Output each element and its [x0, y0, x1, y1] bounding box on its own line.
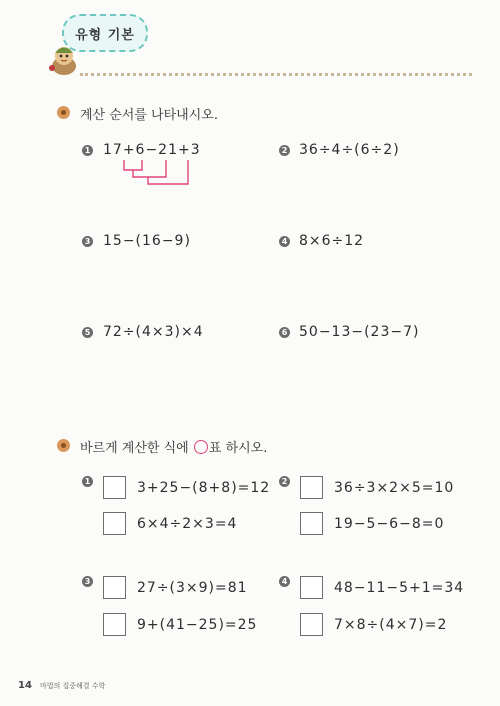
problem-number: 6	[279, 327, 290, 338]
equation-text: 7×8÷(4×7)=2	[334, 617, 448, 633]
equation-text: 9+(41−25)=25	[137, 617, 258, 633]
book-title: 마법의 집중해결 수학	[40, 682, 106, 690]
answer-checkbox[interactable]	[103, 576, 126, 599]
header-divider	[80, 73, 472, 76]
problem-number: 3	[82, 236, 93, 247]
circle-mark-icon	[194, 440, 208, 454]
section-icon	[57, 439, 70, 452]
answer-checkbox[interactable]	[300, 613, 323, 636]
problem-expression: 17+6−21+3	[103, 142, 201, 158]
problem-expression: 8×6÷12	[299, 233, 365, 249]
section-icon	[57, 106, 70, 119]
problem-number: 1	[82, 145, 93, 156]
problem-number: 5	[82, 327, 93, 338]
problem-number: 1	[82, 476, 93, 487]
equation-text: 36÷3×2×5=10	[334, 480, 455, 496]
problem-expression: 36÷4÷(6÷2)	[299, 142, 400, 158]
problem-expression: 50−13−(23−7)	[299, 324, 420, 340]
problem-number: 4	[279, 576, 290, 587]
equation-text: 3+25−(8+8)=12	[137, 480, 271, 496]
problem-expression: 15−(16−9)	[103, 233, 191, 249]
title-text: 표 하시오.	[208, 441, 268, 456]
section-1-title: 계산 순서를 나타내시오.	[80, 108, 218, 123]
answer-checkbox[interactable]	[300, 476, 323, 499]
answer-checkbox[interactable]	[103, 476, 126, 499]
section-2-title	[80, 437, 267, 456]
equation-text: 19−5−6−8=0	[334, 516, 445, 532]
answer-checkbox[interactable]	[103, 512, 126, 535]
problem-number: 4	[279, 236, 290, 247]
problem-expression: 72÷(4×3)×4	[103, 324, 204, 340]
answer-checkbox[interactable]	[103, 613, 126, 636]
section-badge-label: 유형 기본	[75, 27, 135, 43]
mascot-icon	[46, 42, 82, 78]
answer-checkbox[interactable]	[300, 512, 323, 535]
order-brackets	[100, 158, 200, 186]
equation-text: 6×4÷2×3=4	[137, 516, 238, 532]
problem-number: 2	[279, 476, 290, 487]
page-number: 14	[18, 680, 32, 691]
answer-checkbox[interactable]	[300, 576, 323, 599]
equation-text: 27÷(3×9)=81	[137, 580, 248, 596]
problem-number: 3	[82, 576, 93, 587]
title-text: 바르게 계산한 식에	[80, 441, 193, 456]
problem-number: 2	[279, 145, 290, 156]
equation-text: 48−11−5+1=34	[334, 580, 465, 596]
